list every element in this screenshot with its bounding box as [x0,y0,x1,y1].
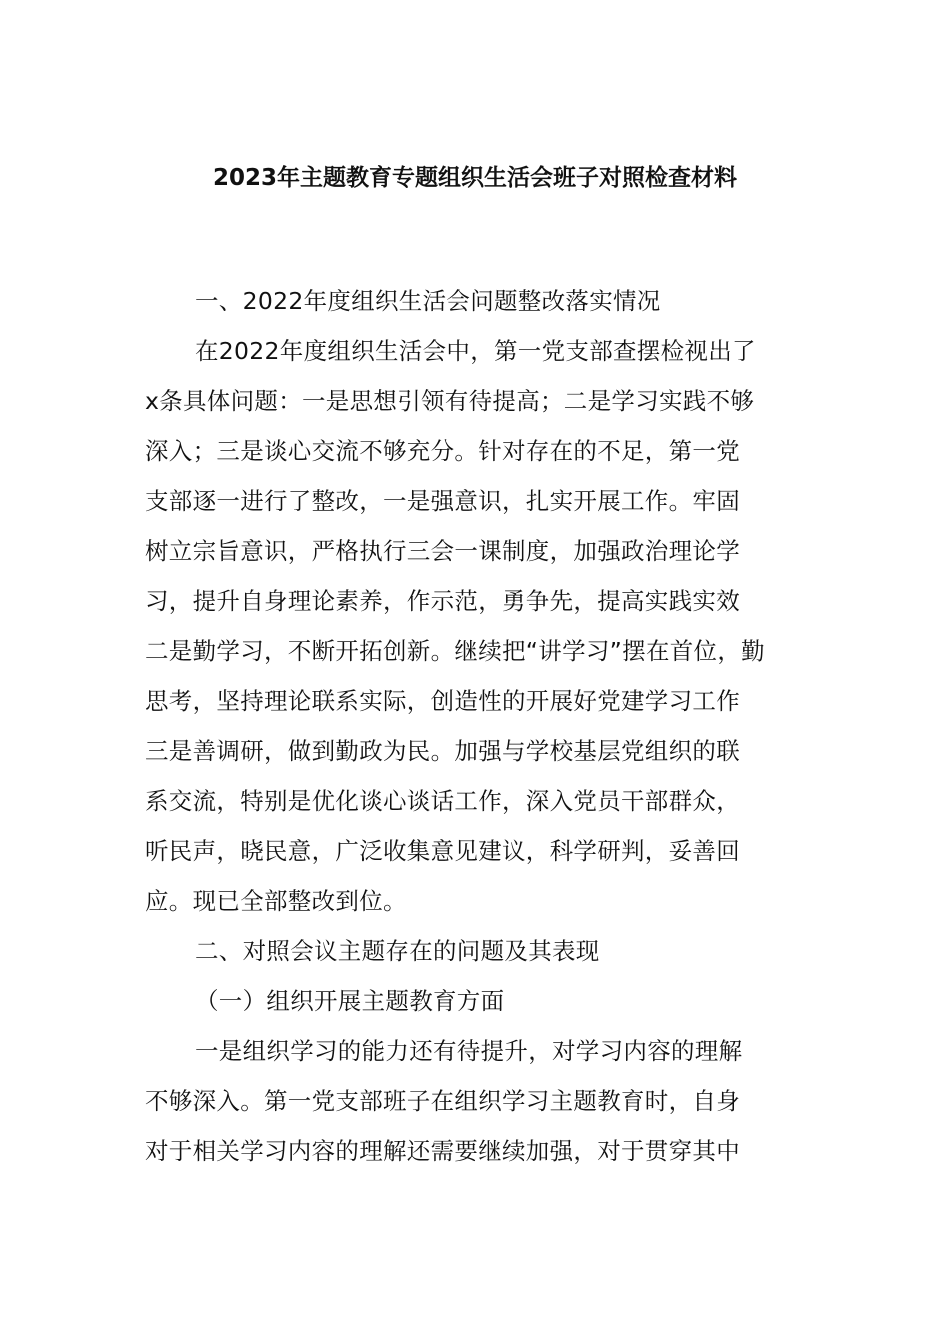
paragraph-line: 听民声，晓民意，广泛收集意见建议，科学研判，妥善回 [145,837,740,865]
paragraph-line: 二是勤学习，不断开拓创新。继续把“讲学习”摆在首位，勤 [145,637,765,665]
paragraph-line: 不够深入。第一党支部班子在组织学习主题教育时，自身 [145,1087,740,1115]
paragraph-line: 三是善调研，做到勤政为民。加强与学校基层党组织的联 [145,737,740,765]
section-heading-2: 二、对照会议主题存在的问题及其表现 [195,937,600,965]
paragraph-line: 在2022年度组织生活会中，第一党支部查摆检视出了 [195,337,756,365]
paragraph-line: 习，提升自身理论素养，作示范，勇争先，提高实践实效 [145,587,740,615]
paragraph-line: 应。现已全部整改到位。 [145,887,407,915]
paragraph-line: 思考，坚持理论联系实际，创造性的开展好党建学习工作 [145,687,740,715]
paragraph-line: 一是组织学习的能力还有待提升，对学习内容的理解 [195,1037,743,1065]
subsection-heading: （一）组织开展主题教育方面 [195,987,505,1015]
paragraph-line: 系交流，特别是优化谈心谈话工作，深入党员干部群众， [145,787,740,815]
document-title: 2023年主题教育专题组织生活会班子对照检查材料 [212,165,737,191]
paragraph-line: 树立宗旨意识，严格执行三会一课制度，加强政治理论学 [145,537,740,565]
paragraph-line: 对于相关学习内容的理解还需要继续加强，对于贯穿其中 [145,1137,740,1165]
section-heading-1: 一、2022年度组织生活会问题整改落实情况 [195,287,661,315]
paragraph-line: 深入；三是谈心交流不够充分。针对存在的不足，第一党 [145,437,740,465]
paragraph-line: x条具体问题：一是思想引领有待提高；二是学习实践不够 [145,387,755,415]
paragraph-line: 支部逐一进行了整改，一是强意识，扎实开展工作。牢固 [145,487,740,515]
